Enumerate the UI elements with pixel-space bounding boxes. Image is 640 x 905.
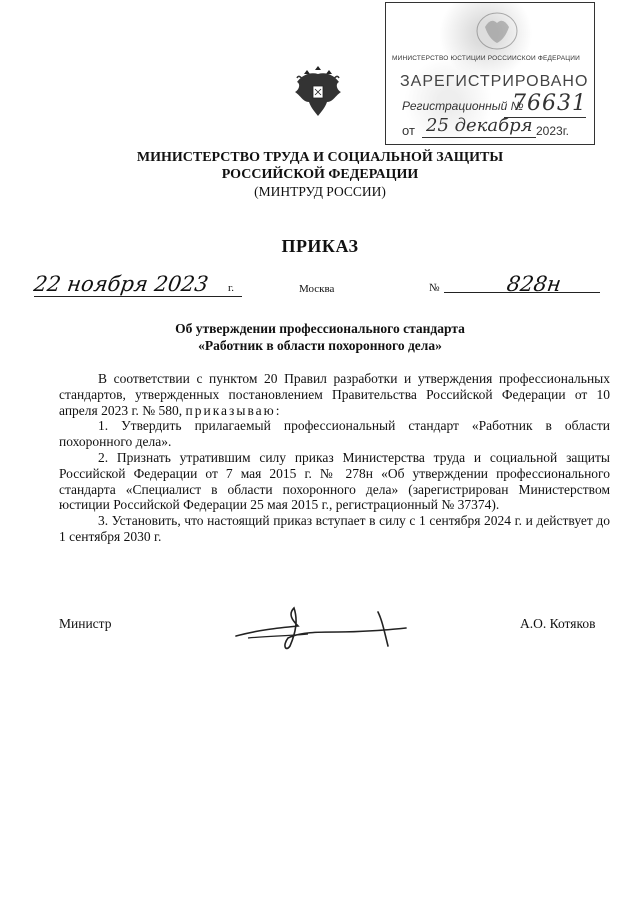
signatory-position: Министр: [59, 616, 112, 631]
item-3: 3. Установить, что настоящий приказ вступает в силу с 1 сентября 2024 г. и действует до 1 сентября 2030 г.: [59, 513, 610, 544]
preamble-text: В соответствии с пунктом 20 Правил разработки и утверждения профессиональных стандартов, утвержденных постановлением Правительства Российской Федерации от 10 апреля 2023 г. № 580,: [59, 371, 610, 418]
stamp-reg-number: 76631: [512, 91, 587, 116]
signature-block: [0, 616, 640, 656]
order-number-sign: №: [429, 282, 440, 294]
stamp-date-prefix: от: [402, 123, 415, 138]
stamp-date: 25 декабря: [426, 115, 533, 136]
coat-of-arms-icon: [291, 62, 345, 120]
handwritten-signature: [228, 602, 428, 658]
order-body: [59, 371, 610, 545]
order-number: 828н: [505, 272, 563, 296]
ministry-short-name: (МИНТРУД РОССИИ): [254, 184, 386, 199]
ministry-title-line1: МИНИСТЕРСТВО ТРУДА И СОЦИАЛЬНОЙ ЗАЩИТЫ: [136, 150, 504, 165]
order-city: Москва: [299, 283, 335, 295]
ministry-title-line2: РОССИЙСКОЙ ФЕДЕРАЦИИ: [221, 167, 419, 182]
date-underline: [34, 296, 242, 297]
registration-stamp: [385, 2, 595, 145]
stamp-date-underline: [422, 137, 536, 138]
order-date-suffix: г.: [228, 282, 235, 294]
order-meta-line: [0, 270, 640, 300]
order-word: приказываю:: [185, 402, 282, 418]
stamp-emblem-icon: [471, 9, 523, 53]
stamp-status: ЗАРЕГИСТРИРОВАНО: [400, 73, 589, 90]
stamp-ministry-line: МИНИСТЕРСТВО ЮСТИЦИИ РОССИЙСКОЙ ФЕДЕРАЦИИ: [392, 55, 581, 62]
order-date: 22 ноября 2023: [32, 272, 210, 296]
order-title-line2: «Работник в области похоронного дела»: [198, 338, 442, 353]
order-title-line1: Об утверждении профессионального стандарта: [175, 321, 465, 336]
item-2: 2. Признать утратившим силу приказ Министерства труда и социальной защиты Российской Федерации от 7 мая 2015 г. № 278н «Об утверждении профессионального стандарта «Специалист в области похоронного дела» (зарегистрирован Министерством юстиции Российской Федерации 25 мая 2015 г., регистрационный № 37374).: [59, 449, 610, 513]
signatory-name: А.О. Котяков: [520, 616, 596, 631]
document-type: ПРИКАЗ: [281, 236, 359, 256]
preamble-paragraph: [59, 371, 610, 418]
stamp-year: 2023г.: [536, 124, 569, 138]
item-1: 1. Утвердить прилагаемый профессиональный стандарт «Работник в области похоронного дела».: [59, 418, 610, 450]
stamp-reg-label: Регистрационный №: [402, 99, 524, 113]
